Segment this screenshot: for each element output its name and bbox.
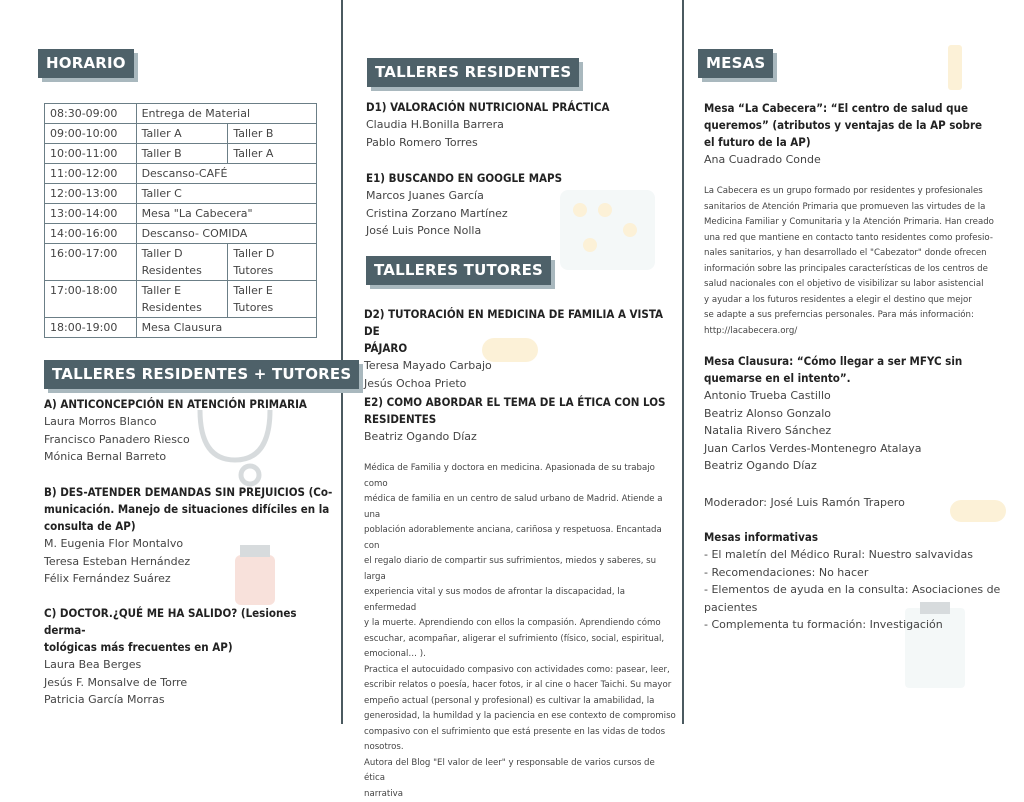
time-cell: 09:00-10:00 [45, 124, 137, 144]
table-row [45, 318, 317, 338]
table-row [45, 224, 317, 244]
speaker-name: Patricia García Morras [44, 691, 339, 709]
bio-line: escribir relatos o poesía, hacer fotos, ir al cine o hacer Taichi. Su mayor [364, 678, 676, 694]
bio-line: Médica de Familia y doctora en medicina. Apasionada de su trabajo como [364, 461, 676, 492]
workshop-b-title-line: consulta de AP) [44, 518, 339, 535]
table-row [45, 281, 317, 318]
speaker-name: Antonio Trueba Castillo [704, 387, 1004, 405]
workshop-d2-title-line: PÁJARO [364, 340, 674, 357]
speaker-name: Cristina Zorzano Martínez [366, 205, 666, 223]
mesas-heading: MESAS [698, 49, 773, 78]
workshop-d2 [364, 306, 674, 392]
time-cell: 18:00-19:00 [45, 318, 137, 338]
residentes-heading: TALLERES RESIDENTES [367, 58, 579, 87]
activity-cell: Mesa "La Cabecera" [136, 204, 316, 224]
speaker-name: Juan Carlos Verdes-Montenegro Atalaya [704, 440, 1004, 458]
activity-cell: Taller E Tutores [228, 281, 317, 318]
bio-line: escuchar, acompañar, aligerar el sufrimiento (físico, social, espiritual, [364, 632, 676, 648]
residentes-tutores-heading: TALLERES RESIDENTES + TUTORES [44, 360, 359, 389]
speaker-name: Teresa Mayado Carbajo [364, 357, 674, 375]
speaker-bio [364, 461, 676, 802]
desc-line: La Cabecera es un grupo formado por residentes y profesionales [704, 184, 1004, 200]
mesa-cabecera [704, 100, 1004, 169]
mesa-cabecera-title-line: Mesa “La Cabecera”: “El centro de salud que [704, 100, 1004, 117]
desc-line: nales sanitarios, y han desarrollado el "Cabezator" donde ofrecen [704, 246, 1004, 262]
list-item: - El maletín del Médico Rural: Nuestro salvavidas [704, 546, 1004, 564]
column-divider-right [682, 0, 684, 724]
time-cell: 11:00-12:00 [45, 164, 137, 184]
speaker-name: Marcos Juanes García [366, 187, 666, 205]
bio-line: emocional… ). [364, 647, 676, 663]
activity-cell: Taller A [136, 124, 228, 144]
speaker-name: Laura Morros Blanco [44, 413, 334, 431]
activity-cell: Entrega de Material [136, 104, 316, 124]
desc-line: Medicina Familiar y Comunitaria y la Atención Primaria. Han creado [704, 215, 1004, 231]
mesa-clausura [704, 353, 1004, 475]
desc-line: salud nacionales con el objetivo de visibilizar su labor asistencial [704, 277, 1004, 293]
desc-line: una red que mantiene en contacto tanto residentes como profesio- [704, 231, 1004, 247]
bio-line: narrativa [364, 787, 676, 802]
workshop-c-title-line: tológicas más frecuentes en AP) [44, 639, 339, 656]
horario-heading: HORARIO [38, 49, 134, 78]
workshop-b-title-line: municación. Manejo de situaciones difíciles en la [44, 501, 339, 518]
speaker-name: Félix Fernández Suárez [44, 570, 339, 588]
activity-cell: Taller B [136, 144, 228, 164]
time-cell: 16:00-17:00 [45, 244, 137, 281]
activity-cell: Taller B [228, 124, 317, 144]
schedule-table [44, 103, 317, 338]
speaker-name: Beatriz Ogando Díaz [364, 428, 674, 446]
time-cell: 17:00-18:00 [45, 281, 137, 318]
time-cell: 12:00-13:00 [45, 184, 137, 204]
table-row [45, 164, 317, 184]
bio-line: Autora del Blog "El valor de leer" y responsable de varios cursos de ética [364, 756, 676, 787]
activity-cell: Taller D Residentes [136, 244, 228, 281]
workshop-e2 [364, 394, 674, 446]
mesa-clausura-title-line: quemarse en el intento”. [704, 370, 1004, 387]
table-row [45, 124, 317, 144]
table-row [45, 144, 317, 164]
bio-line: población adorablemente anciana, cariñosa y respetuosa. Encantada con [364, 523, 676, 554]
speaker-name: Pablo Romero Torres [366, 134, 666, 152]
speaker-name: Jesús F. Monsalve de Torre [44, 674, 339, 692]
table-row [45, 184, 317, 204]
activity-cell: Taller C [136, 184, 316, 204]
list-item: - Recomendaciones: No hacer [704, 564, 1004, 582]
bio-line: el regalo diario de compartir sus sufrimientos, miedos y saberes, su larga [364, 554, 676, 585]
website-link[interactable]: http://lacabecera.org/ [704, 324, 1004, 340]
bio-line: y la muerte. Aprendiendo con ellos la compasión. Aprendiendo cómo [364, 616, 676, 632]
activity-cell: Taller A [228, 144, 317, 164]
workshop-a-title: A) ANTICONCEPCIÓN EN ATENCIÓN PRIMARIA [44, 396, 334, 413]
desc-line: se adapte a sus preferncias personales. Para más información: [704, 308, 1004, 324]
desc-line: y ayudar a los futuros residentes a elegir el destino que mejor [704, 293, 1004, 309]
bio-line: Practica el autocuidado compasivo con actividades como: pasear, leer, [364, 663, 676, 679]
syringe-illustration [940, 40, 970, 100]
speaker-name: Teresa Esteban Hernández [44, 553, 339, 571]
activity-cell: Mesa Clausura [136, 318, 316, 338]
workshop-d1 [366, 99, 666, 151]
speaker-name: Claudia H.Bonilla Barrera [366, 116, 666, 134]
table-row [45, 204, 317, 224]
mesa-cabecera-title-line: el futuro de la AP) [704, 134, 1004, 151]
speaker-name: Mónica Bernal Barreto [44, 448, 334, 466]
workshop-e2-title-line: RESIDENTES [364, 411, 674, 428]
speaker-name: Natalia Rivero Sánchez [704, 422, 1004, 440]
activity-cell: Taller E Residentes [136, 281, 228, 318]
bio-line: experiencia vital y sus modos de afrontar la discapacidad, la enfermedad [364, 585, 676, 616]
tutores-heading: TALLERES TUTORES [366, 256, 551, 285]
speaker-name: M. Eugenia Flor Montalvo [44, 535, 339, 553]
speaker-name: Jesús Ochoa Prieto [364, 375, 674, 393]
bio-line: nosotros. [364, 740, 676, 756]
bio-line: empeño actual (personal y profesional) es cultivar la amabilidad, la [364, 694, 676, 710]
workshop-d1-title: D1) VALORACIÓN NUTRICIONAL PRÁCTICA [366, 99, 666, 116]
time-cell: 14:00-16:00 [45, 224, 137, 244]
mesa-clausura-title-line: Mesa Clausura: “Cómo llegar a ser MFYC sin [704, 353, 1004, 370]
workshop-d2-title-line: D2) TUTORACIÓN EN MEDICINA DE FAMILIA A VISTA DE [364, 306, 674, 340]
mesas-informativas [704, 529, 1004, 634]
workshop-c [44, 605, 339, 709]
moderator-text: Moderador: José Luis Ramón Trapero [704, 494, 1004, 512]
speaker-name: Beatriz Ogando Díaz [704, 457, 1004, 475]
workshop-c-title-line: C) DOCTOR.¿QUÉ ME HA SALIDO? (Lesiones derma- [44, 605, 339, 639]
workshop-a [44, 396, 334, 466]
workshop-e1-title: E1) BUSCANDO EN GOOGLE MAPS [366, 170, 666, 187]
speaker-name: Laura Bea Berges [44, 656, 339, 674]
bio-line: generosidad, la humildad y la paciencia en ese contexto de compromiso [364, 709, 676, 725]
mesas-informativas-title: Mesas informativas [704, 529, 1004, 546]
activity-cell: Descanso- COMIDA [136, 224, 316, 244]
desc-line: información sobre las principales características de los centros de [704, 262, 1004, 278]
workshop-b-title-line: B) DES-ATENDER DEMANDAS SIN PREJUICIOS (Co- [44, 484, 339, 501]
time-cell: 10:00-11:00 [45, 144, 137, 164]
desc-line: sanitarios de Atención Primaria que promueven las virtudes de la [704, 200, 1004, 216]
mesa-cabecera-title-line: queremos” (atributos y ventajas de la AP sobre [704, 117, 1004, 134]
speaker-name: Beatriz Alonso Gonzalo [704, 405, 1004, 423]
activity-cell: Descanso-CAFÉ [136, 164, 316, 184]
time-cell: 13:00-14:00 [45, 204, 137, 224]
workshop-b [44, 484, 339, 588]
time-cell: 08:30-09:00 [45, 104, 137, 124]
list-item: - Complementa tu formación: Investigación [704, 616, 1004, 634]
bio-line: compasivo con el sufrimiento que está presente en las vidas de todos [364, 725, 676, 741]
workshop-e2-title-line: E2) COMO ABORDAR EL TEMA DE LA ÉTICA CON LOS [364, 394, 674, 411]
activity-cell: Taller D Tutores [228, 244, 317, 281]
speaker-name: Francisco Panadero Riesco [44, 431, 334, 449]
speaker-name: Ana Cuadrado Conde [704, 151, 1004, 169]
bio-line: médica de familia en un centro de salud urbano de Madrid. Atiende a una [364, 492, 676, 523]
list-item: - Elementos de ayuda en la consulta: Asociaciones de [704, 581, 1004, 599]
workshop-e1 [366, 170, 666, 240]
mesa-cabecera-description [704, 184, 1004, 339]
table-row [45, 244, 317, 281]
list-item: pacientes [704, 599, 1004, 617]
mesa-clausura-moderator [704, 494, 1004, 512]
speaker-name: José Luis Ponce Nolla [366, 222, 666, 240]
table-row [45, 104, 317, 124]
